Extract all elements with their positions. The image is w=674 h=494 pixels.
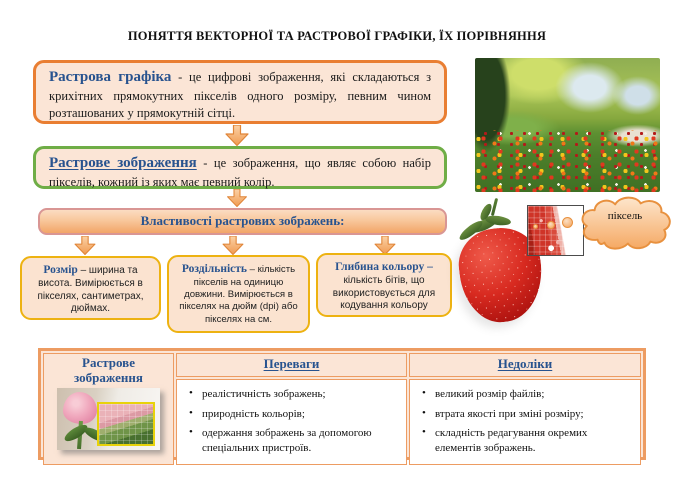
advantages-list-cell (176, 379, 407, 465)
tulip-flower (63, 392, 97, 424)
down-arrow-icon (225, 125, 249, 146)
property-box-resolution (167, 255, 310, 333)
park-tulips-photo (475, 58, 660, 192)
thought-bubble-dot (562, 217, 573, 228)
pixel-callout-label: піксель (607, 210, 643, 222)
thought-bubble-dot (533, 224, 538, 229)
disadvantages-header-cell (409, 353, 641, 377)
thought-bubble-dot (547, 221, 555, 229)
list-item: • складність редагування окремих елементів зображень. (418, 426, 634, 455)
cloud-icon (576, 195, 674, 251)
definition-box-raster-image (33, 146, 447, 189)
advantages-header: Переваги (263, 356, 320, 371)
property-term: Роздільність (181, 263, 247, 275)
definition-box-raster-graphics (33, 60, 447, 124)
property-text: кількість бітів, що використовується для кодування кольору (332, 274, 436, 312)
table-row-title: Растрове зображення (74, 355, 143, 385)
disadvantages-list (418, 387, 634, 455)
property-box-size (20, 256, 161, 320)
list-item: • природність кольорів; (185, 407, 400, 422)
list-item: • великий розмір файлів; (418, 387, 634, 402)
disadvantages-header: Недоліки (497, 356, 553, 371)
down-arrow-icon (225, 189, 249, 207)
property-text: – ширина та висота. Вимірюється в пікселях, сантиметрах, дюймах. (37, 265, 144, 315)
strawberry-pixel-illustration (455, 198, 674, 338)
flower-field (475, 130, 660, 192)
property-text: – кількість пікселів на одиницю довжини. Вимірюється в пікселях на дюйм (dpi) або пікселях на см. (179, 264, 298, 325)
page-title: ПОНЯТТЯ ВЕКТОРНОЇ ТА РАСТРОВОЇ ГРАФІКИ, ЇХ ПОРІВНЯННЯ (127, 29, 547, 43)
tulip-photo (57, 388, 160, 450)
definition-text: - це зображення, що являє собою набір пікселів, кожний із яких має певний колір. (49, 156, 431, 189)
comparison-table (38, 348, 646, 460)
list-item: • втрата якості при зміні розміру; (418, 407, 634, 422)
tulip-pixel-zoom-inset (97, 402, 155, 446)
definition-term: Растрова графіка (49, 69, 172, 85)
down-arrow-icon (221, 236, 245, 255)
definition-text: - це цифрові зображення, які складаються з крихітних прямокутних пікселів одного розміру, певним чином розташованих у прямокутній сітці. (49, 70, 432, 120)
advantages-list (185, 387, 400, 455)
down-arrow-icon (73, 236, 97, 255)
pixel-callout-cloud (576, 195, 674, 251)
list-item: • реалістичність зображень; (185, 387, 400, 402)
property-term: Розмір (43, 264, 78, 276)
table-row-header-cell (43, 353, 174, 465)
definition-term: Растрове зображення (49, 155, 197, 171)
disadvantages-list-cell (409, 379, 641, 465)
property-term: Глибина кольору – (335, 261, 433, 273)
advantages-header-cell (176, 353, 407, 377)
properties-header-bar: Властивості растрових зображень: (38, 208, 447, 235)
strawberry-stem (491, 198, 498, 216)
property-box-color-depth (316, 253, 452, 317)
list-item: • одержання зображень за допомогою спеціальних пристроїв. (185, 426, 400, 455)
